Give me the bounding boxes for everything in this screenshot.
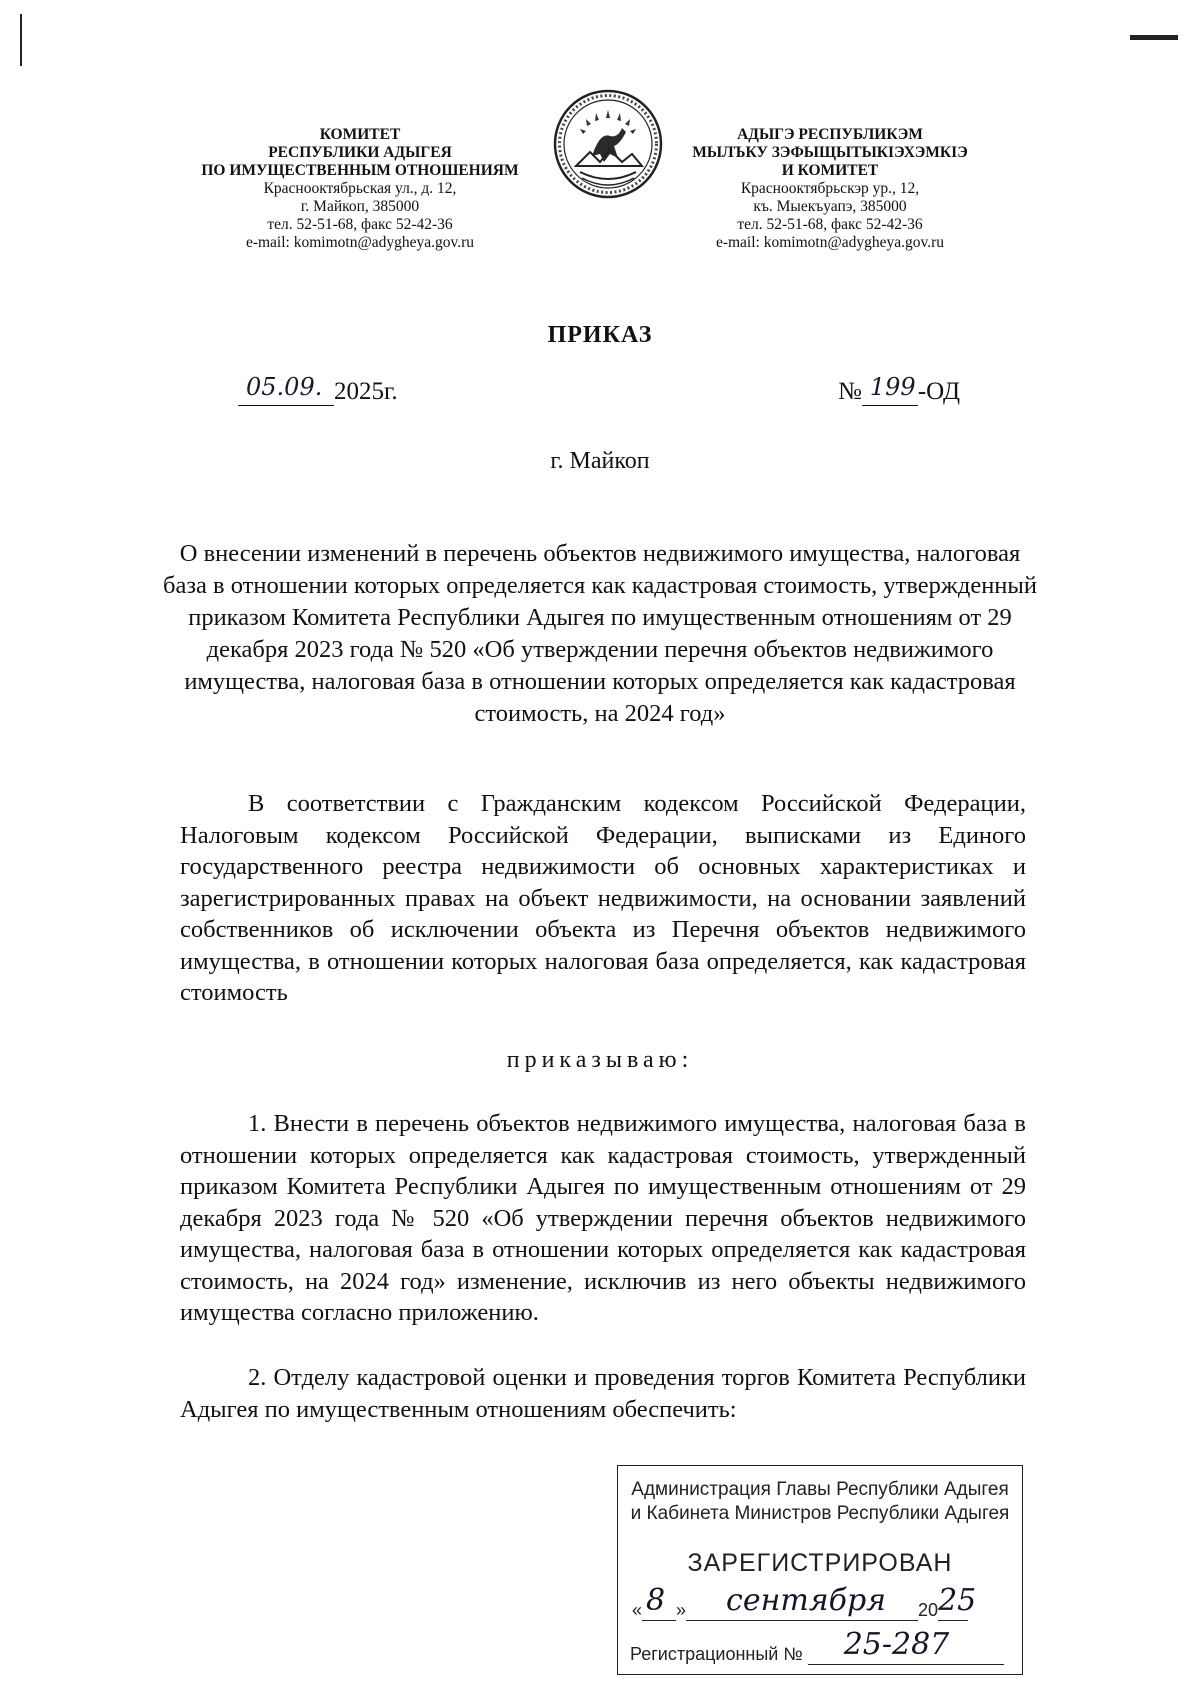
stamp-organization — [618, 1478, 1022, 1526]
number-prefix: № — [838, 378, 862, 405]
header-right-org-line3: И КОМИТЕТ — [781, 162, 879, 179]
stamp-number-blank — [808, 1627, 1004, 1665]
header-right-email: e-mail: komimotn@adygheya.gov.ru — [715, 234, 945, 251]
number-blank — [862, 373, 918, 406]
stamp-date-line — [632, 1583, 1012, 1621]
scan-margin-line — [20, 14, 22, 66]
order-number — [838, 373, 961, 406]
stamp-number-line — [630, 1627, 1010, 1665]
stamp-reg-label: Регистрационный № — [630, 1644, 803, 1664]
order-item-2-text: 2. Отделу кадастровой оценки и проведения торгов Комитета Республики Адыгея по имущественным отношениям обеспечить: — [180, 1364, 1026, 1423]
scan-edge-mark — [1130, 35, 1178, 40]
document-title: ПРИКАЗ — [547, 322, 653, 348]
document-subject: О внесении изменений в перечень объектов недвижимого имущества, налоговая база в отношении которых определяется как кадастровая стоимость, утвержденный приказом Комитета Республики Адыгея по имущественным отношениям от 29 декабря 2023 года № 520 «Об утверждении перечня объектов недвижимого имущества, налоговая база в отношении которых определяется как кадастровая стоимость, на 2024 год» — [163, 540, 1037, 727]
document-city: г. Майкоп — [550, 448, 650, 474]
order-date — [238, 373, 398, 406]
header-right-address-line1: Краснооктябрьскэр ур., 12, — [740, 180, 920, 197]
date-suffix: 2025г. — [334, 378, 398, 405]
header-right-address-line2: къ. Мыекъуапэ, 385000 — [753, 198, 907, 215]
stamp-org-line1: Администрация Главы Республики Адыгея — [631, 1479, 1009, 1500]
header-right-phone: тел. 52-51-68, факс 52-42-36 — [737, 216, 923, 233]
header-right-block — [650, 126, 1010, 252]
stamp-quote-open: « — [632, 1600, 643, 1620]
date-handwritten: 05.09. — [246, 373, 323, 401]
stamp-day-blank — [642, 1583, 676, 1621]
header-left-org-line1: КОМИТЕТ — [319, 126, 401, 143]
coat-of-arms-emblem — [552, 88, 664, 200]
registration-stamp — [617, 1465, 1023, 1675]
stamp-org-line2: и Кабинета Министров Республики Адыгея — [630, 1503, 1010, 1524]
stamp-reg-number-handwritten: 25-287 — [843, 1627, 950, 1662]
orders-word: приказываю: — [506, 1047, 694, 1073]
stamp-day-handwritten: 8 — [646, 1583, 666, 1618]
header-left-address-line2: г. Майкоп, 385000 — [300, 198, 420, 215]
number-handwritten: 199 — [869, 373, 916, 401]
stamp-year-blank — [938, 1583, 977, 1621]
header-left-org-line2: РЕСПУБЛИКИ АДЫГЕЯ — [268, 144, 452, 161]
header-left-block — [170, 126, 550, 252]
header-left-address-line1: Краснооктябрьская ул., д. 12, — [263, 180, 457, 197]
order-item-1 — [180, 1108, 1026, 1329]
order-item-2 — [180, 1362, 1026, 1425]
date-blank — [238, 373, 334, 406]
basis-paragraph — [180, 788, 1026, 1009]
stamp-quote-close: » — [676, 1600, 687, 1620]
header-left-org-line3: ПО ИМУЩЕСТВЕННЫМ ОТНОШЕНИЯМ — [201, 162, 519, 179]
header-right-org-line2: МЫЛЪКУ ЗЭФЫЩЫТЫКIЭХЭМКIЭ — [692, 144, 968, 161]
header-left-phone: тел. 52-51-68, факс 52-42-36 — [267, 216, 453, 233]
stamp-month-handwritten: сентября — [726, 1583, 887, 1618]
stamp-year-handwritten: 25 — [938, 1583, 977, 1618]
basis-paragraph-text: В соответствии с Гражданским кодексом Российской Федерации, Налоговым кодексом Российской Федерации, выписками из Единого государственного реестра недвижимости об основных характеристиках и зарегистрированных правах на объект недвижимости, на основании заявлений собственников об исключении объекта из Перечня объектов недвижимого имущества, в отношении которых налоговая база определяется, как кадастровая стоимость — [180, 790, 1026, 1006]
stamp-year-prefix: 20 — [918, 1600, 939, 1620]
header-left-email: e-mail: komimotn@adygheya.gov.ru — [245, 234, 475, 251]
number-suffix: -ОД — [917, 378, 961, 405]
stamp-month-blank — [686, 1583, 918, 1621]
header-right-org-line1: АДЫГЭ РЕСПУБЛИКЭМ — [737, 126, 923, 143]
order-item-1-text: 1. Внести в перечень объектов недвижимого имущества, налоговая база в отношении которых определяется как кадастровая стоимость, утвержденный приказом Комитета Республики Адыгея по имущественным отношениям от 29 декабря 2023 года № 520 «Об утверждении перечня объектов недвижимого имущества, налоговая база в отношении которых определяется как кадастровая стоимость, на 2024 год» изменение, исключив из него объекты недвижимого имущества согласно приложению. — [180, 1110, 1026, 1326]
stamp-status: ЗАРЕГИСТРИРОВАН — [687, 1549, 953, 1577]
